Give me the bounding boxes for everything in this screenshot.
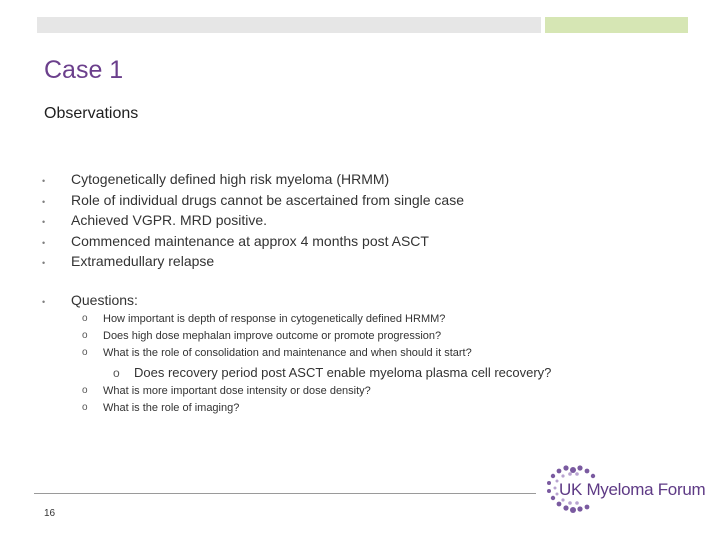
bullet-marker: • [42, 217, 46, 227]
bullet-item [0, 253, 720, 273]
bullet-item [0, 192, 720, 212]
question-text: Does recovery period post ASCT enable myeloma plasma cell recovery? [134, 365, 552, 380]
header-bar-grey [37, 17, 541, 33]
bullet-text: Role of individual drugs cannot be ascertained from single case [71, 192, 465, 208]
questions-heading [0, 292, 720, 312]
question-item [0, 385, 720, 401]
bullet-marker: • [42, 258, 46, 268]
footer-divider [34, 493, 536, 494]
question-item-highlight [0, 365, 720, 383]
bullet-item [0, 171, 720, 191]
question-text: Does high dose mephalan improve outcome or promote progression? [103, 330, 442, 342]
bullet-text: Achieved VGPR. MRD positive. [71, 212, 268, 228]
question-text: What is more important dose intensity or dose density? [103, 385, 371, 397]
sub-marker: o [82, 313, 88, 324]
bullet-marker: • [42, 238, 46, 248]
questions-label: Questions: [71, 292, 138, 308]
sub-marker: o [113, 366, 120, 380]
question-text: What is the role of consolidation and maintenance and when should it start? [103, 347, 472, 359]
bullet-item [0, 233, 720, 253]
header-bar-green [545, 17, 688, 33]
bullet-text: Extramedullary relapse [71, 253, 215, 269]
question-text: What is the role of imaging? [103, 402, 240, 414]
bullet-marker: • [42, 176, 46, 186]
bullet-marker: • [42, 297, 46, 307]
sub-marker: o [82, 330, 88, 341]
question-text: How important is depth of response in cytogenetically defined HRMM? [103, 313, 446, 325]
question-item [0, 347, 720, 363]
sub-marker: o [82, 385, 88, 396]
bullet-marker: • [42, 197, 46, 207]
uk-myeloma-forum-logo [543, 462, 706, 517]
bullet-text: Cytogenetically defined high risk myeloma (HRMM) [71, 171, 390, 187]
slide-title: Case 1 [44, 56, 124, 84]
bullet-text: Commenced maintenance at approx 4 months post ASCT [71, 233, 429, 249]
sub-marker: o [82, 347, 88, 358]
slide-subtitle: Observations [44, 105, 139, 122]
bullet-item [0, 212, 720, 232]
page-number: 16 [44, 508, 56, 519]
question-item [0, 330, 720, 346]
question-item [0, 402, 720, 418]
logo-text: UK Myeloma Forum [559, 480, 706, 499]
sub-marker: o [82, 402, 88, 413]
question-item [0, 313, 720, 329]
